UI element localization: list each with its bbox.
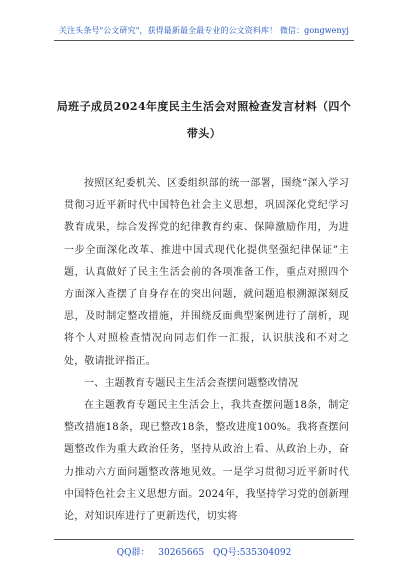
body-paragraph-section-1: 在主题教育专题民主生活会上，我共查摆问题18条，制定整改措施18条，现已整改18条，整改进度100%。我将查摆问题整改作为重大政治任务，坚持从政治上看、从政治上办，奋力推动六方面问题整改落地见效。一是学习贯彻习近平新时代中国特色社会主义思想方面。2024年，我坚持学习党的创新理论，对知识库进行了更新迭代，切实将 (64, 400, 349, 523)
header-promo-text: 关注头条号"公文研究"，获得最新最全最专业的公文资料库！ 微信：gongwenyj (59, 26, 349, 35)
header-divider (54, 40, 354, 41)
document-title-line-2: 带头） (186, 127, 222, 140)
footer-divider (54, 539, 354, 540)
page-footer (0, 539, 408, 561)
footer-contact-text: QQ群： 30265665 QQ号:535304092 (116, 548, 292, 558)
document-body (64, 173, 349, 528)
section-heading-1: 一、主题教育专题民主生活会查摆问题整改情况 (84, 377, 299, 389)
document-title-line-1: 局班子成员2024年度民主生活会对照检查发言材料（四个 (56, 100, 352, 113)
page-header (0, 0, 408, 48)
body-paragraph-intro: 按照区纪委机关、区委组织部的统一部署，围绕“深入学习贯彻习近平新时代中国特色社会主义思想，巩固深化党纪学习教育成果，综合发挥党的纪律教育约束、保障激励作用，为进一步全面深化改革、推进中国式现代化提供坚强纪律保证”主题，认真做好了民主生活会前的各项准备工作，重点对照四个方面深入查摆了自身存在的突出问题，就问题追根溯源深刻反思，及时制定整改措施，并围绕反面典型案例进行了剖析，现将个人对照检查情况向同志们作一汇报，认识肤浅和不对之处，敬请批评指正。 (64, 178, 349, 367)
